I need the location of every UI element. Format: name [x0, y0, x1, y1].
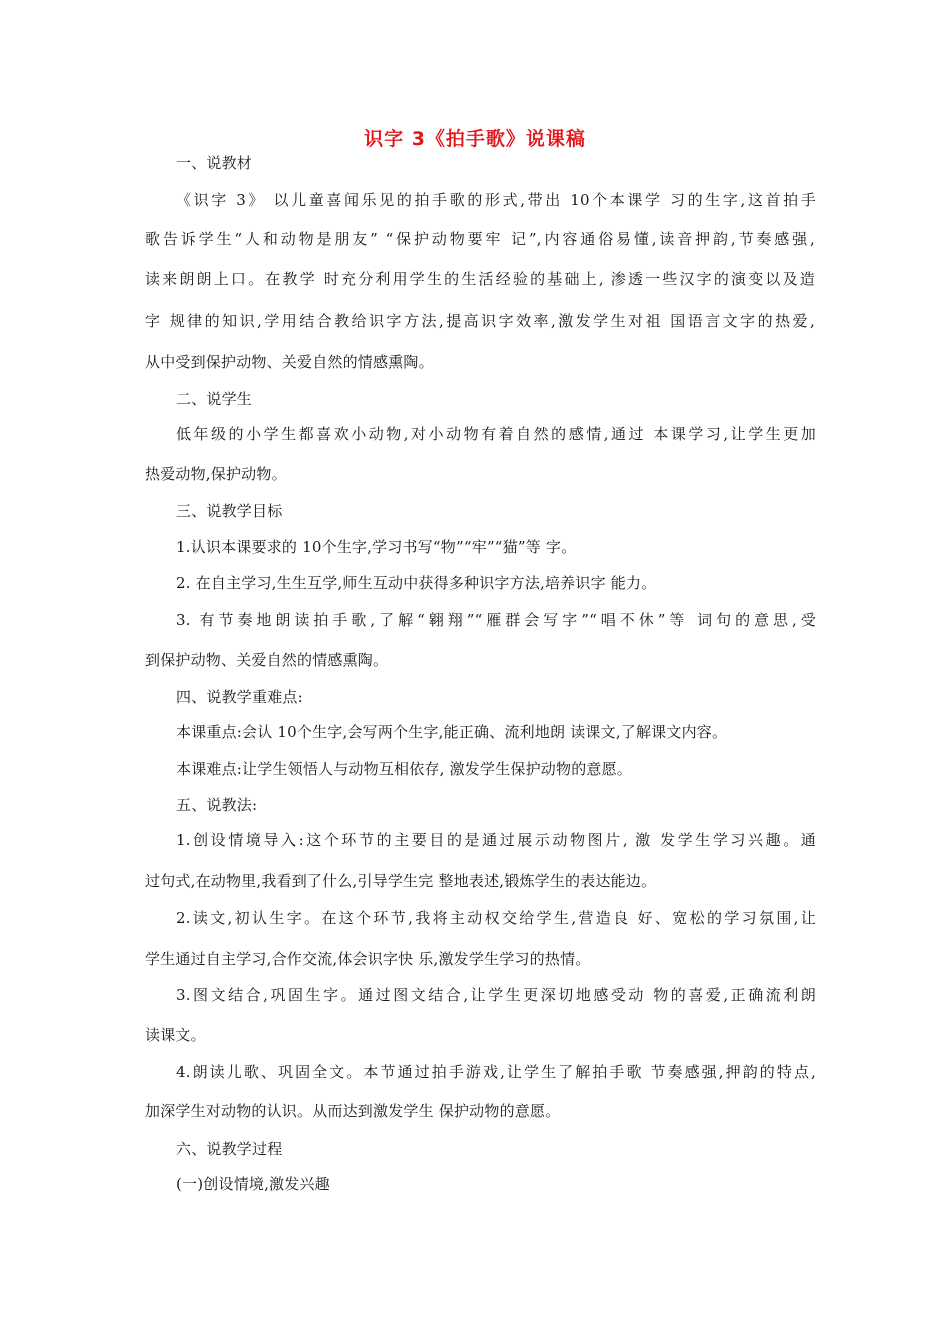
list-item: 3. 有节奏地朗读拍手歌,了解“翱翔”“雁群会写字”“唱不休”等 词句的意思,受 — [176, 611, 816, 629]
paragraph-line: 本课难点:让学生领悟人与动物互相依存, 激发学生保护动物的意愿。 — [176, 760, 632, 778]
subsection-heading: (一)创设情境,激发兴趣 — [176, 1175, 330, 1193]
section-heading-methods: 五、说教法: — [176, 796, 258, 814]
paragraph-line: 从中受到保护动物、关爱自然的情感熏陶。 — [145, 353, 434, 371]
paragraph-line: 读来朗朗上口。在教学 时充分利用学生的生活经验的基础上, 渗透一些汉字的演变以及造 — [145, 270, 815, 288]
list-item: 2. 在自主学习,生生互学,师生互动中获得多种识字方法,培养识字 能力。 — [176, 574, 657, 592]
document-title: 识字 3《拍手歌》说课稿 — [364, 128, 586, 150]
section-heading-goals: 三、说教学目标 — [176, 502, 283, 520]
paragraph-line: 《识字 3》 以儿童喜闻乐见的拍手歌的形式,带出 10个本课学 习的生字,这首拍手 — [176, 191, 816, 209]
section-heading-students: 二、说学生 — [176, 390, 253, 408]
paragraph-line: 字 规律的知识,学用结合教给识字方法,提高识字效率,激发学生对祖 国语言文字的热爱, — [145, 312, 815, 330]
paragraph-line: 读课文。 — [145, 1026, 206, 1044]
section-heading-textbook: 一、说教材 — [176, 154, 253, 172]
paragraph-line: 本课重点:会认 10个生字,会写两个生字,能正确、流利地朗 读课文,了解课文内容。 — [176, 723, 728, 741]
paragraph-line: 歌告诉学生“人和动物是朋友” “保护动物要牢 记”,内容通俗易懂,读音押韵,节奏感强, — [145, 230, 815, 248]
list-item: 2.读文,初认生字。在这个环节,我将主动权交给学生,营造良 好、宽松的学习氛围,让 — [176, 909, 816, 927]
section-heading-key-points: 四、说教学重难点: — [176, 688, 303, 706]
list-item: 1.认识本课要求的 10个生字,学习书写“物”“牢”“猫”等 字。 — [176, 538, 577, 556]
paragraph-line: 到保护动物、关爱自然的情感熏陶。 — [145, 651, 389, 669]
paragraph-line: 热爱动物,保护动物。 — [145, 465, 287, 483]
section-heading-process: 六、说教学过程 — [176, 1140, 283, 1158]
paragraph-line: 加深学生对动物的认识。从而达到激发学生 保护动物的意愿。 — [145, 1102, 561, 1120]
list-item: 4.朗读儿歌、巩固全文。本节通过拍手游戏,让学生了解拍手歌 节奏感强,押韵的特点, — [176, 1063, 816, 1081]
list-item: 3.图文结合,巩固生字。通过图文结合,让学生更深切地感受动 物的喜爱,正确流利朗 — [176, 986, 816, 1004]
paragraph-line: 低年级的小学生都喜欢小动物,对小动物有着自然的感情,通过 本课学习,让学生更加 — [176, 425, 816, 443]
list-item: 1.创设情境导入:这个环节的主要目的是通过展示动物图片, 激 发学生学习兴趣。通 — [176, 831, 816, 849]
paragraph-line: 过句式,在动物里,我看到了什么,引导学生完 整地表述,锻炼学生的表达能边。 — [145, 872, 657, 890]
paragraph-line: 学生通过自主学习,合作交流,体会识字快 乐,激发学生学习的热情。 — [145, 950, 591, 968]
